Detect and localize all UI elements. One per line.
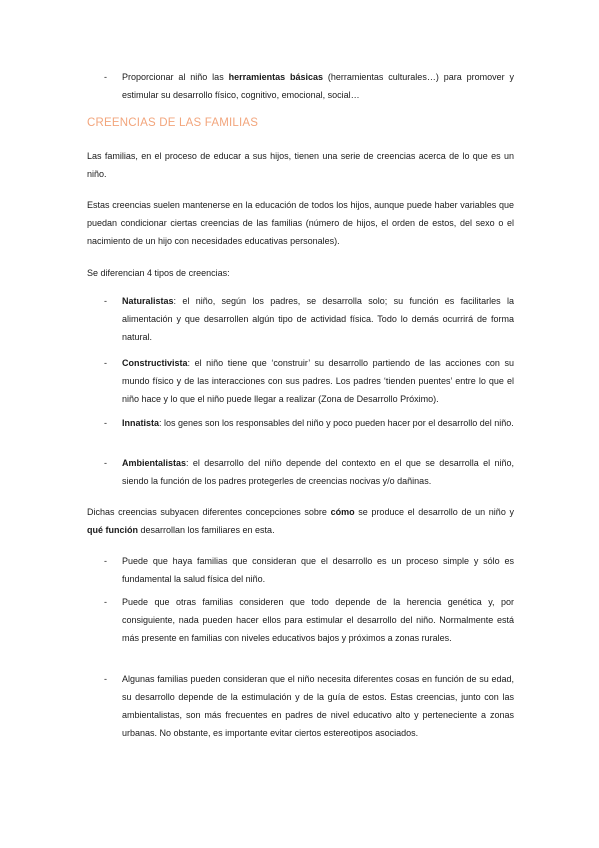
list-dash: - (104, 358, 107, 368)
text-run: : el desarrollo del niño depende del contexto en el que se desarrolla el niño, siendo la función de los padres protegerles de creencias nocivas y/o dañinas. (122, 458, 514, 486)
list-item (104, 670, 514, 742)
list-dash: - (104, 597, 107, 607)
bold-text: Naturalistas (122, 296, 174, 306)
list-item (104, 414, 514, 432)
list-item (104, 552, 514, 588)
list-item (104, 593, 514, 647)
text-run: Dichas creencias subyacen diferentes concepciones sobre (87, 507, 331, 517)
list-item (104, 68, 514, 104)
list-item-text: Algunas familias pueden consideran que el niño necesita diferentes cosas en función de su edad, su desarrollo depende de la estimulación y de la guía de estos. Estas creencias, junto con las ambientalistas, son más frecuentes en padres de nivel educativo alto y perteneciente a zonas urbanas. No obstante, es importante evitar ciertos estereotipos asociados. (122, 674, 514, 738)
text-run: : el niño tiene que ‘construir’ su desarrollo partiendo de las acciones con su mundo físico y de las interacciones con sus padres. Los padres ‘tienden puentes’ entre lo que el niño hace y lo que el niño puede llegar a realizar (Zona de Desarrollo Próximo). (122, 358, 514, 404)
list-item-text (122, 354, 514, 408)
list-dash: - (104, 458, 107, 468)
bold-text: herramientas básicas (228, 72, 324, 82)
list-dash: - (104, 556, 107, 566)
text-run: : los genes son los responsables del niño y poco pueden hacer por el desarrollo del niño. (159, 418, 514, 428)
list-item-text (122, 414, 514, 432)
list-dash: - (104, 674, 107, 684)
list-dash: - (104, 72, 107, 82)
text-run: (herramientas culturales…) para promover y estimular su desarrollo físico, cognitivo, emocional, social… (122, 72, 514, 100)
list-item (104, 292, 514, 346)
list-item-text (122, 292, 514, 346)
text-run: Proporcionar al niño las (122, 72, 229, 82)
paragraph: Se diferencian 4 tipos de creencias: (87, 268, 230, 278)
bold-text: cómo (330, 507, 355, 517)
paragraph: Las familias, en el proceso de educar a sus hijos, tienen una serie de creencias acerca de lo que es un niño. (87, 151, 514, 179)
list-dash: - (104, 418, 107, 428)
list-item-text: Puede que otras familias consideren que todo depende de la herencia genética y, por consiguiente, nada pueden hacer ellos para estimular el desarrollo del niño. Normalmente está más presente en familias con niveles educativos bajos y próximos a zonas rurales. (122, 597, 514, 643)
paragraph (87, 503, 514, 539)
bold-text: Constructivista (122, 358, 188, 368)
bold-text: Innatista (122, 418, 160, 428)
list-item-text (122, 68, 514, 104)
list-item (104, 454, 514, 490)
text-run: se produce el desarrollo de un niño y (354, 507, 514, 517)
section-heading: CREENCIAS DE LAS FAMILIAS (87, 117, 259, 129)
bold-text: qué función (87, 525, 138, 535)
text-run: desarrollan los familiares en esta. (138, 525, 275, 535)
list-dash: - (104, 296, 107, 306)
paragraph: Estas creencias suelen mantenerse en la educación de todos los hijos, aunque puede haber variables que puedan condicionar ciertas creencias de las familias (número de hijos, el orden de estos, del sexo o el nacimiento de un hijo con necesidades educativas personales). (87, 200, 514, 246)
list-item (104, 354, 514, 408)
list-item-text: Puede que haya familias que consideran que el desarrollo es un proceso simple y sólo es fundamental la salud física del niño. (122, 556, 514, 584)
list-item-text (122, 454, 514, 490)
bold-text: Ambientalistas (122, 458, 187, 468)
text-run: : el niño, según los padres, se desarrolla solo; su función es facilitarles la alimentación y que desarrollen algún tipo de actividad física. Todo lo demás ocurrirá de forma natural. (122, 296, 514, 342)
